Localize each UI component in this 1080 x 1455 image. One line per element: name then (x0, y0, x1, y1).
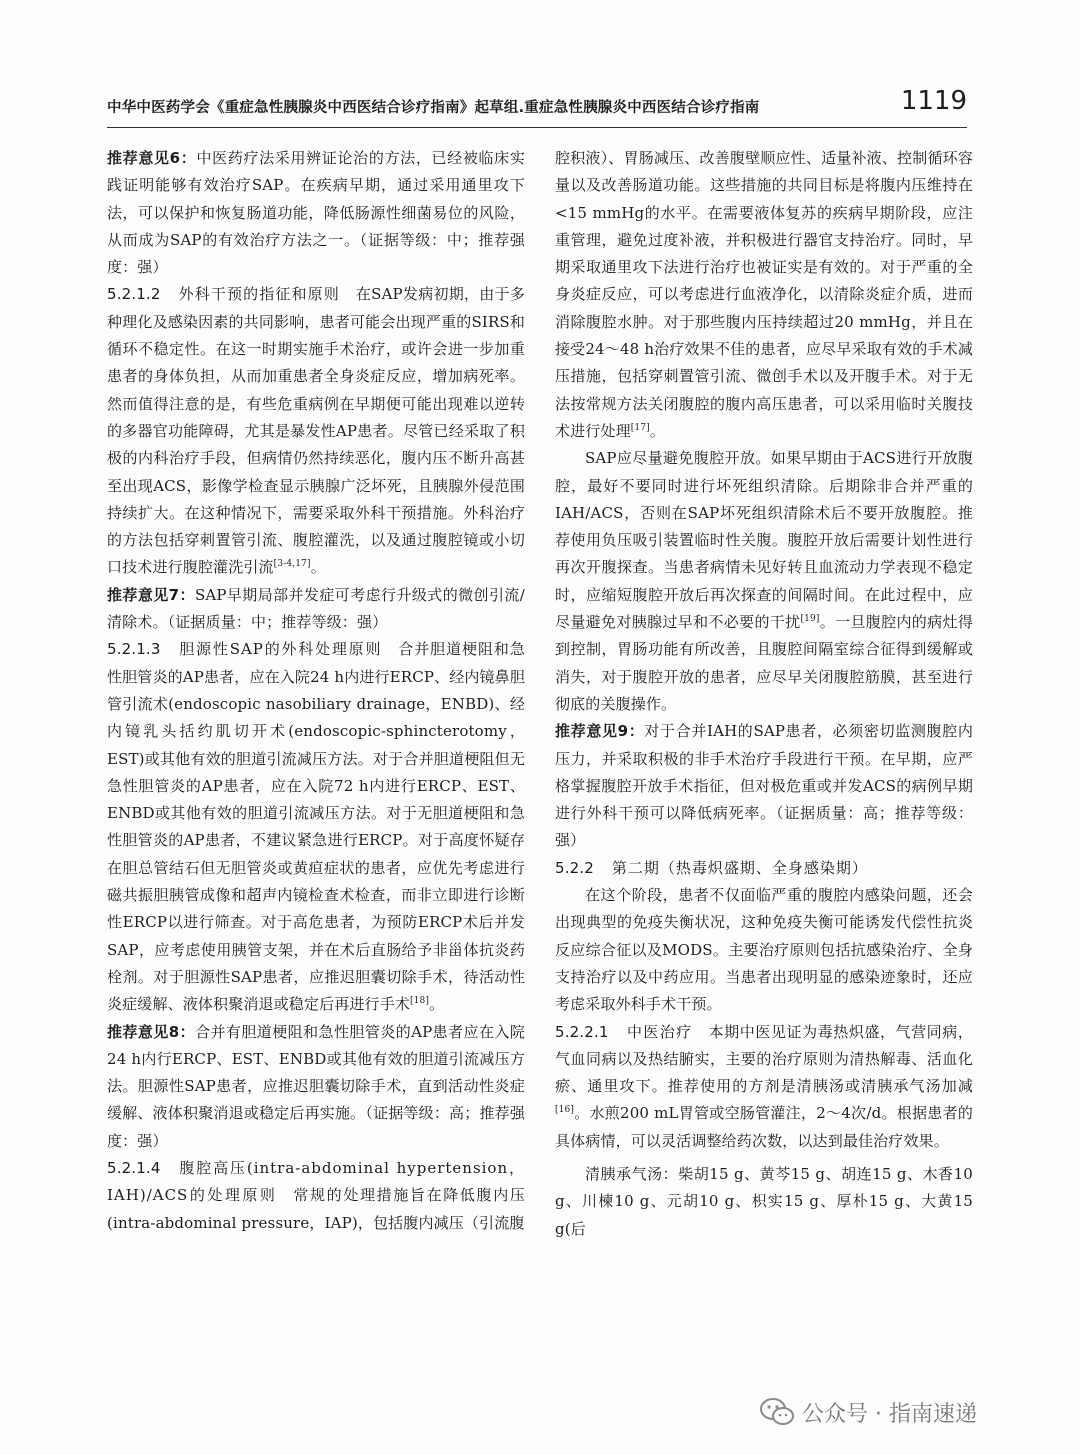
journal-header-title: 中华中医药学会《重症急性胰腺炎中西医结合诊疗指南》起草组.重症急性胰腺炎中西医结合诊疗指南 (107, 100, 760, 116)
citation-ref: [3-4,17] (273, 559, 311, 570)
section-5-2-2-1 (555, 1019, 973, 1155)
section-text-end: 。 (310, 558, 326, 577)
rec8-label: 推荐意见8： (107, 1022, 196, 1041)
left-column (107, 145, 525, 1237)
rec9-label: 推荐意见9： (555, 722, 645, 741)
rec6-text: 中医药疗法采用辨证论治的方法，已经被临床实践证明能够有效治疗SAP。在疾病早期，通过采用通里攻下法，可以保护和恢复肠道功能，降低肠源性细菌易位的风险，从而成为SAP的有效治疗方法之一。（证据等级：中；推荐强度：强） (107, 149, 525, 277)
section-title: 胆源性SAP的外科处理原则 (178, 640, 383, 659)
section-text-rest: 。水煎200 mL胃管或空肠管灌注，2～4次/d。根据患者的具体病情，可以灵活调整给药次数，以达到最佳治疗效果。 (555, 1104, 973, 1150)
paragraph-text: SAP应尽量避免腹腔开放。如果早期由于ACS进行开放腹腔，最好不要同时进行坏死组织清除。后期除非合并严重的IAH/ACS，否则在SAP坏死组织清除术后不要开放腹腔。推荐使用负压吸引装置临时性关腹。腹腔开放后需要计划性进行再次开腹探查。当患者病情未见好转且血流动力学表现不稳定时，应缩短腹腔开放后再次探查的间隔时间。在此过程中，应尽量避免对胰腺过早和不必要的干扰 (555, 449, 973, 632)
recommendation-8 (107, 1019, 525, 1155)
rec6-label: 推荐意见6： (107, 149, 197, 167)
header-rule (107, 127, 967, 128)
right-column (555, 145, 973, 1243)
citation-ref: [19] (800, 614, 820, 625)
paragraph-text: 腔积液）、胃肠减压、改善腹壁顺应性、适量补液、控制循环容量以及改善肠道功能。这些措施的共同目标是将腹内压维持在<15 mmHg的水平。在需要液体复苏的疾病早期阶段，应注重管理，避免过度补液，并积极进行器官支持治疗。同时，早期采取通里攻下法进行治疗也被证实是有效的。对于严重的全身炎症反应，可以考虑进行血液净化，以清除炎症介质，进而消除腹腔水肿。对于那些腹内压持续超过20 mmHg，并且在接受24～48 h治疗效果不佳的患者，应尽早采取有效的手术减压措施，包括穿刺置管引流、微创手术以及开腹手术。对于无法按常规方法关闭腹腔的腹内高压患者，可以采用临时关腹技术进行处理 (555, 149, 973, 440)
section-5-2-2 (555, 855, 973, 882)
wechat-icon (760, 1397, 794, 1427)
paragraph-rest: 。一旦腹腔内的病灶得到控制，胃肠功能有所改善，且腹腔间隔室综合征得到缓解或消失，对于腹腔开放的患者，应尽早关闭腹腔筋膜，甚至进行彻底的关腹操作。 (555, 613, 973, 713)
section-number: 5.2.2 (555, 858, 594, 877)
paragraph-stage-two (555, 882, 973, 1018)
rec9-text: 对于合并IAH的SAP患者，必须密切监测腹腔内压力，并采取积极的非手术治疗手段进行干预。在早期，应严格掌握腹腔开放手术指征，但对极危重或并发ACS的病例早期进行外科干预可以降低病死率。（证据质量：高；推荐等级：强） (555, 722, 973, 850)
rec7-text: SAP早期局部并发症可考虑行升级式的微创引流/清除术。（证据质量：中；推荐等级：强） (107, 585, 525, 632)
watermark-text: 公众号 · 指南速递 (802, 1401, 977, 1427)
paragraph-iap-management (555, 145, 973, 445)
section-text: 本期中医见证为毒热炽盛，气营同病，气血同病以及热结腑实，主要的治疗原则为清热解毒、活血化瘀、通里攻下。推荐使用的方剂是清胰汤或清胰承气汤加减 (555, 1022, 973, 1096)
section-5-2-1-3 (107, 636, 525, 1018)
rec8-text: 合并有胆道梗阻和急性胆管炎的AP患者应在入院24 h内行ERCP、EST、ENBD或其他有效的胆道引流减压方法。胆源性SAP患者，应推迟胆囊切除手术，直到活动性炎症缓解、液体积聚消退或稳定后再实施。（证据等级：高；推荐强度：强） (107, 1022, 525, 1150)
running-header (107, 86, 967, 126)
section-number: 5.2.2.1 (555, 1022, 609, 1041)
section-5-2-1-4 (107, 1155, 525, 1237)
page-number: 1119 (900, 86, 967, 116)
section-title: 腹腔高压(intra-abdominal hypertension，IAH)/ACS的处理原则 (107, 1158, 525, 1205)
section-number: 5.2.1.3 (107, 640, 161, 659)
citation-ref: [17] (630, 422, 650, 433)
section-text: 合并胆道梗阻和急性胆管炎的AP患者，应在入院24 h内进行ERCP、经内镜鼻胆管引流术(endoscopic nasobiliary drainage，ENBD)、经内镜乳头括约肌切开术(endoscopic-sphincterotomy，EST)或其他有效的胆道引流减压方法。对于合并胆道梗阻但无急性胆管炎的AP患者，应在入院72 h内进行ERCP、EST、ENBD或其他有效的胆道引流减压方法。对于无胆道梗阻和急性胆管炎的AP患者，不建议紧急进行ERCP。对于高度怀疑存在胆总管结石但无胆管炎或黄疸症状的患者，应优先考虑进行磁共振胆胰管成像和超声内镜检查术检查，而非立即进行诊断性ERCP以进行筛查。对于高危患者，为预防ERCP术后并发SAP，应考虑使用胰管支架，并在术后直肠给予非甾体抗炎药栓剂。对于胆源性SAP患者，应推迟胆囊切除手术，待活动性炎症缓解、液体积聚消退或稳定后再进行手术 (107, 640, 526, 1014)
recommendation-7 (107, 582, 525, 637)
section-title: 外科干预的指征和原则 (178, 285, 340, 304)
section-text: 常规的处理措施旨在降低腹内压(intra-abdominal pressure，IAP)，包括腹内减压（引流腹 (107, 1186, 525, 1232)
citation-ref: [16] (555, 1105, 575, 1116)
paragraph-formula (555, 1161, 973, 1243)
paragraph-text: 清胰承气汤：柴胡15 g、黄芩15 g、胡连15 g、木香10 g、川楝10 g、元胡10 g、枳实15 g、厚朴15 g、大黄15 g(后 (555, 1164, 973, 1238)
paragraph-text: 在这个阶段，患者不仅面临严重的腹腔内感染问题，还会出现典型的免疫失衡状况，这种免疫失衡可能诱发代偿性抗炎反应综合征以及MODS。主要治疗原则包括抗感染治疗、全身支持治疗以及中药应用。当患者出现明显的感染迹象时，还应考虑采取外科手术干预。 (555, 886, 973, 1014)
section-5-2-1-2 (107, 281, 525, 581)
section-text-end: 。 (429, 995, 445, 1014)
recommendation-6 (107, 145, 525, 281)
recommendation-9 (555, 718, 973, 854)
section-title: 第二期（热毒炽盛期、全身感染期） (611, 858, 868, 877)
citation-ref: [18] (410, 996, 430, 1007)
section-title: 中医治疗 (626, 1022, 693, 1041)
paragraph-open-abdomen (555, 445, 973, 718)
section-number: 5.2.1.2 (107, 285, 161, 304)
paragraph-end: 。 (649, 421, 665, 440)
section-text: 在SAP发病初期，由于多种理化及感染因素的共同影响，患者可能会出现严重的SIRS和循环不稳定性。在这一时期实施手术治疗，或许会进一步加重患者的身体负担，从而加重患者全身炎症反应，增加病死率。然而值得注意的是，有些危重病例在早期便可能出现难以逆转的多器官功能障碍，尤其是暴发性AP患者。尽管已经采取了积极的内科治疗手段，但病情仍然持续恶化，腹内压不断升高甚至出现ACS，影像学检查显示胰腺广泛坏死，且胰腺外侵范围持续扩大。在这种情况下，需要采取外科干预措施。外科治疗的方法包括穿刺置管引流、腹腔灌洗，以及通过腹腔镜或小切口技术进行腹腔灌洗引流 (107, 285, 525, 577)
rec7-label: 推荐意见7： (107, 585, 195, 604)
watermark (760, 1392, 977, 1432)
section-number: 5.2.1.4 (107, 1158, 161, 1177)
